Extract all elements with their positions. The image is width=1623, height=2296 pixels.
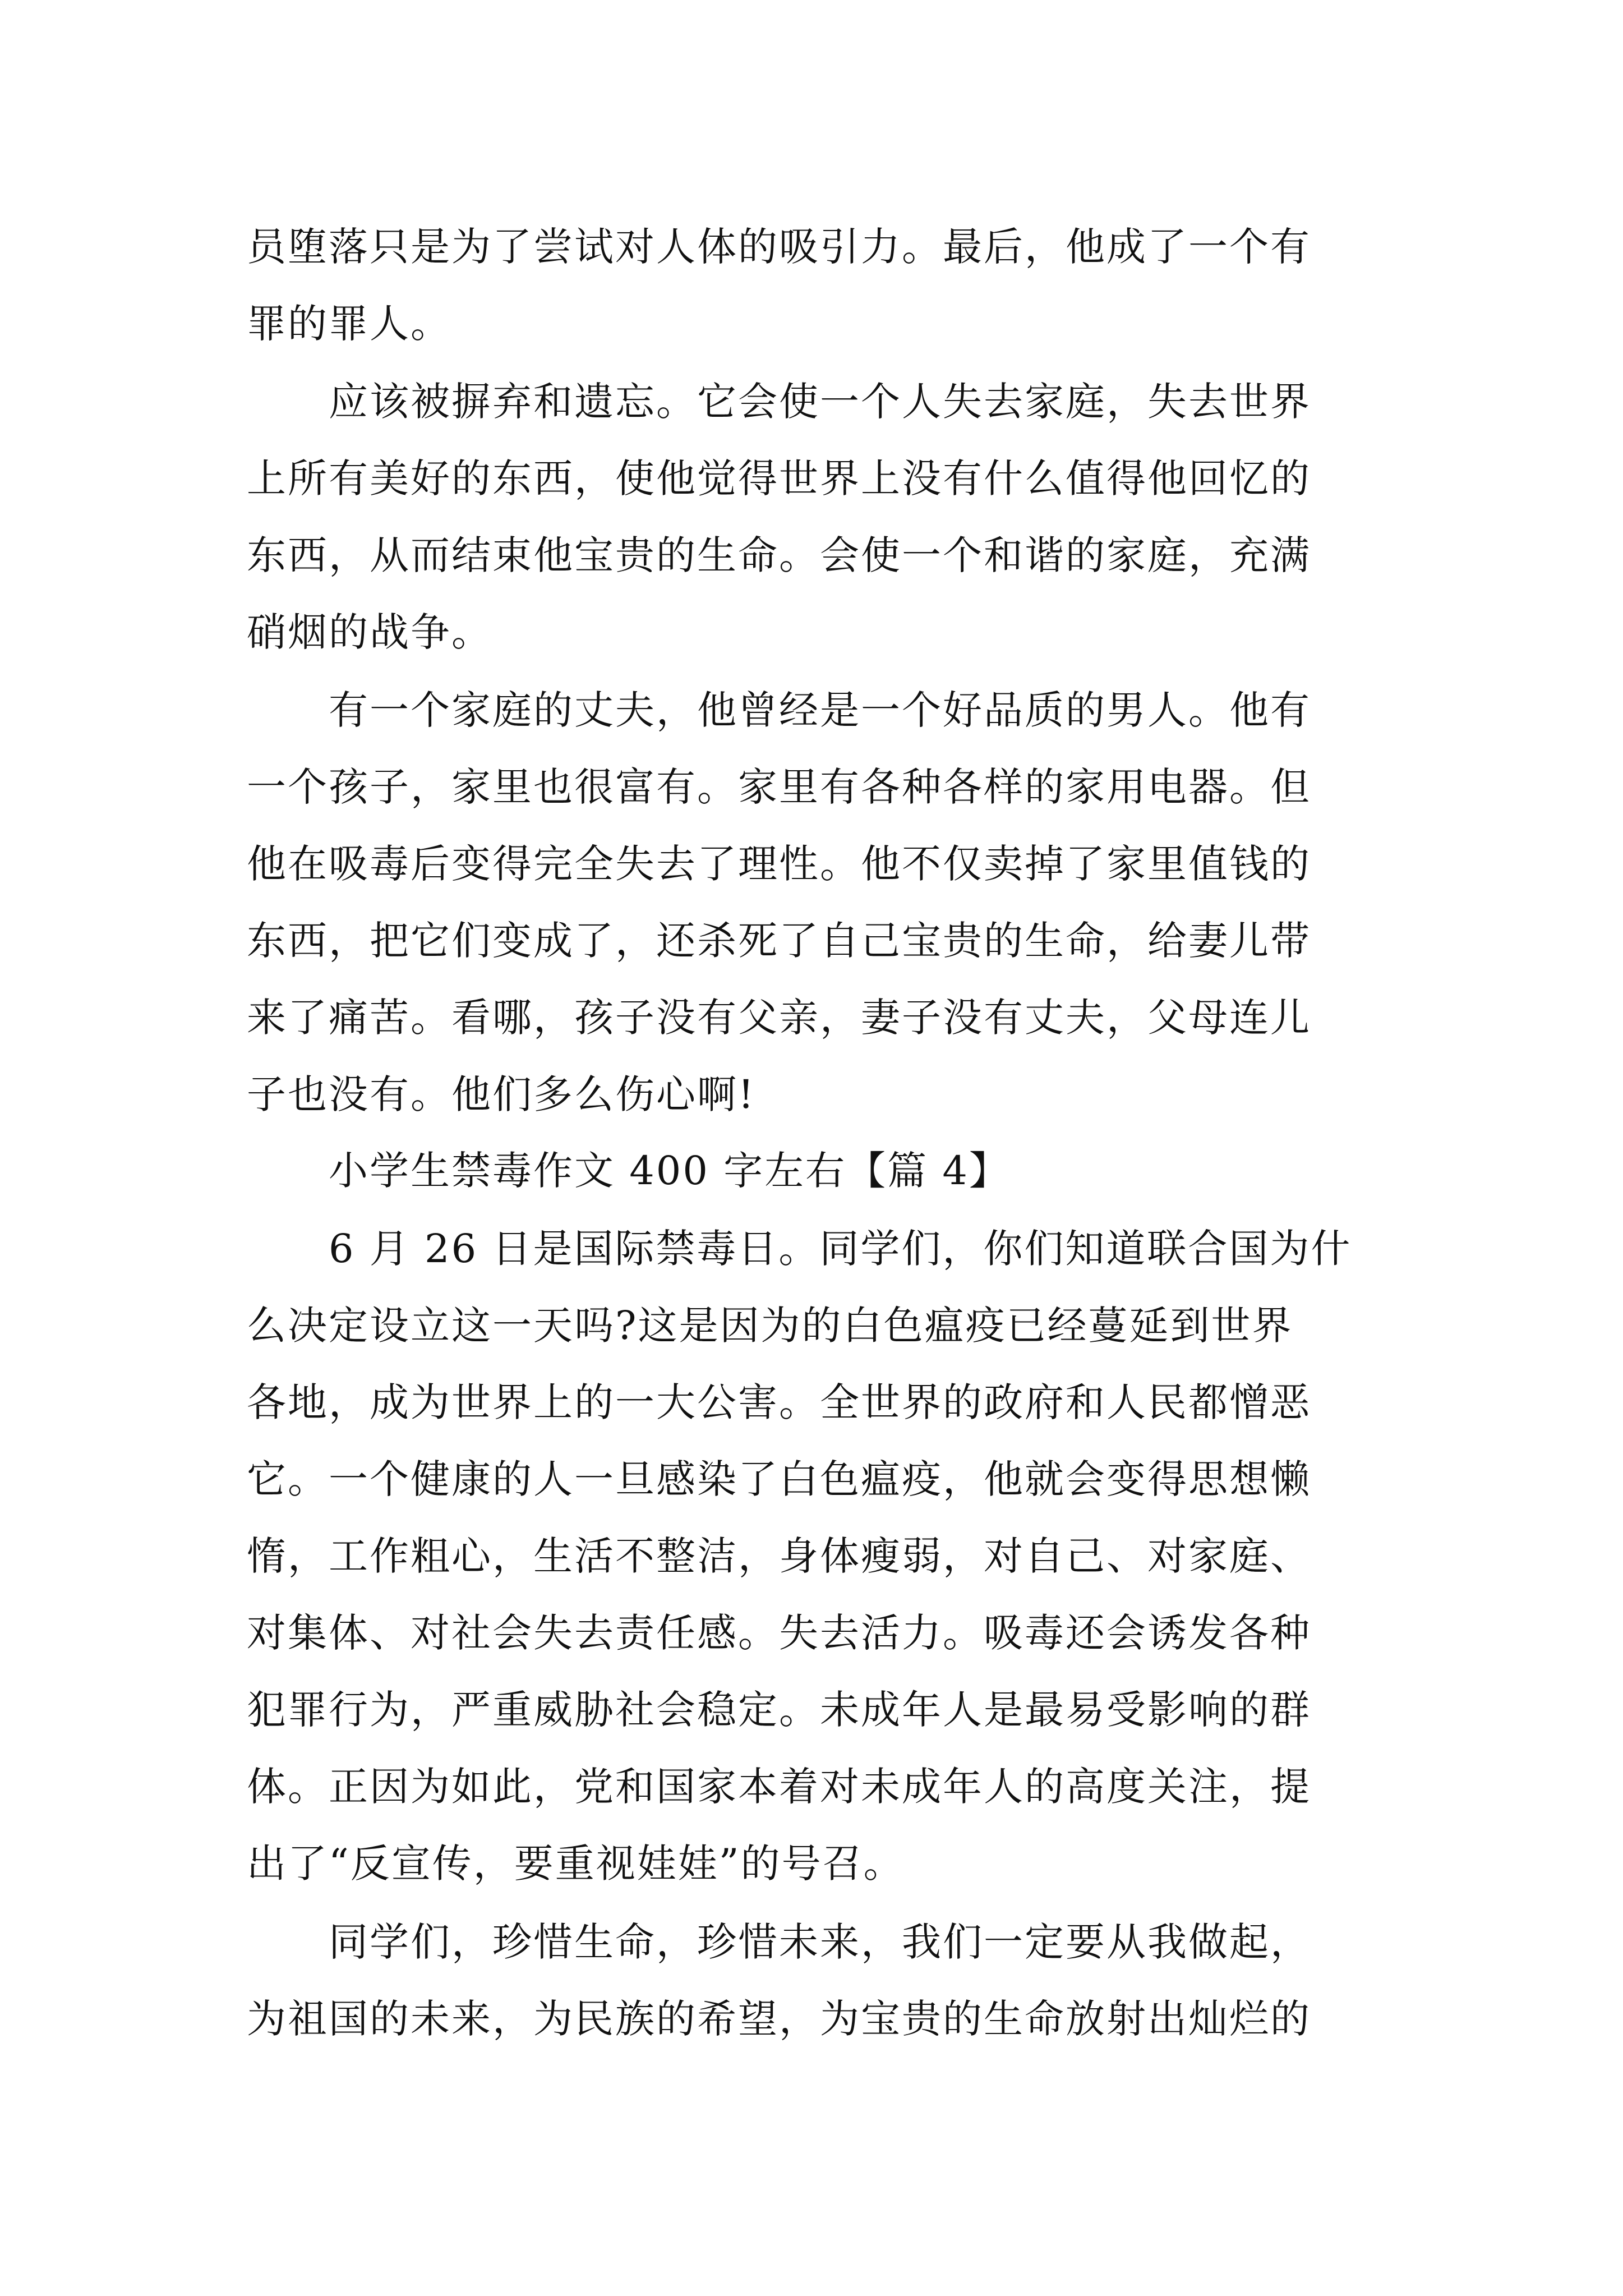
text-line: 它。一个健康的人一旦感染了白色瘟疫，他就会变得思想懒	[247, 1456, 1311, 1502]
text-line: 员堕落只是为了尝试对人体的吸引力。最后，他成了一个有	[247, 224, 1311, 270]
text-line: 子也没有。他们多么伤心啊!	[247, 1071, 756, 1117]
text-line: 6 月 26 日是国际禁毒日。同学们，你们知道联合国为什	[329, 1226, 1352, 1272]
text-line: 硝烟的战争。	[247, 609, 492, 655]
text-line: 一个孩子，家里也很富有。家里有各种各样的家用电器。但	[247, 764, 1311, 810]
text-line: 体。正因为如此，党和国家本着对未成年人的高度关注，提	[247, 1764, 1311, 1810]
text-line: 应该被摒弃和遗忘。它会使一个人失去家庭，失去世界	[329, 379, 1311, 425]
text-line: 对集体、对社会失去责任感。失去活力。吸毒还会诱发各种	[247, 1610, 1311, 1656]
text-line: 上所有美好的东西，使他觉得世界上没有什么值得他回忆的	[247, 455, 1311, 501]
section-heading: 小学生禁毒作文 400 字左右【篇 4】	[329, 1148, 1010, 1194]
text-line: 东西，把它们变成了，还杀死了自己宝贵的生命，给妻儿带	[247, 918, 1311, 964]
text-line: 出了“反宣传，要重视娃娃”的号召。	[247, 1841, 905, 1887]
text-line: 东西，从而结束他宝贵的生命。会使一个和谐的家庭，充满	[247, 532, 1311, 578]
text-line: 他在吸毒后变得完全失去了理性。他不仅卖掉了家里值钱的	[247, 841, 1311, 887]
text-line: 各地，成为世界上的一大公害。全世界的政府和人民都憎恶	[247, 1379, 1311, 1425]
text-line: 有一个家庭的丈夫，他曾经是一个好品质的男人。他有	[329, 687, 1311, 733]
text-line: 来了痛苦。看哪，孩子没有父亲，妻子没有丈夫，父母连儿	[247, 995, 1311, 1041]
text-line: 犯罪行为，严重威胁社会稳定。未成年人是最易受影响的群	[247, 1687, 1311, 1733]
text-line: 惰，工作粗心，生活不整洁，身体瘦弱，对自己、对家庭、	[247, 1533, 1311, 1579]
text-line: 罪的罪人。	[247, 301, 451, 347]
text-line: 为祖国的未来，为民族的希望，为宝贵的生命放射出灿烂的	[247, 1996, 1311, 2042]
text-line: 同学们，珍惜生命，珍惜未来，我们一定要从我做起，	[329, 1919, 1311, 1965]
text-line: 么决定设立这一天吗?这是因为的白色瘟疫已经蔓延到世界	[247, 1303, 1293, 1349]
